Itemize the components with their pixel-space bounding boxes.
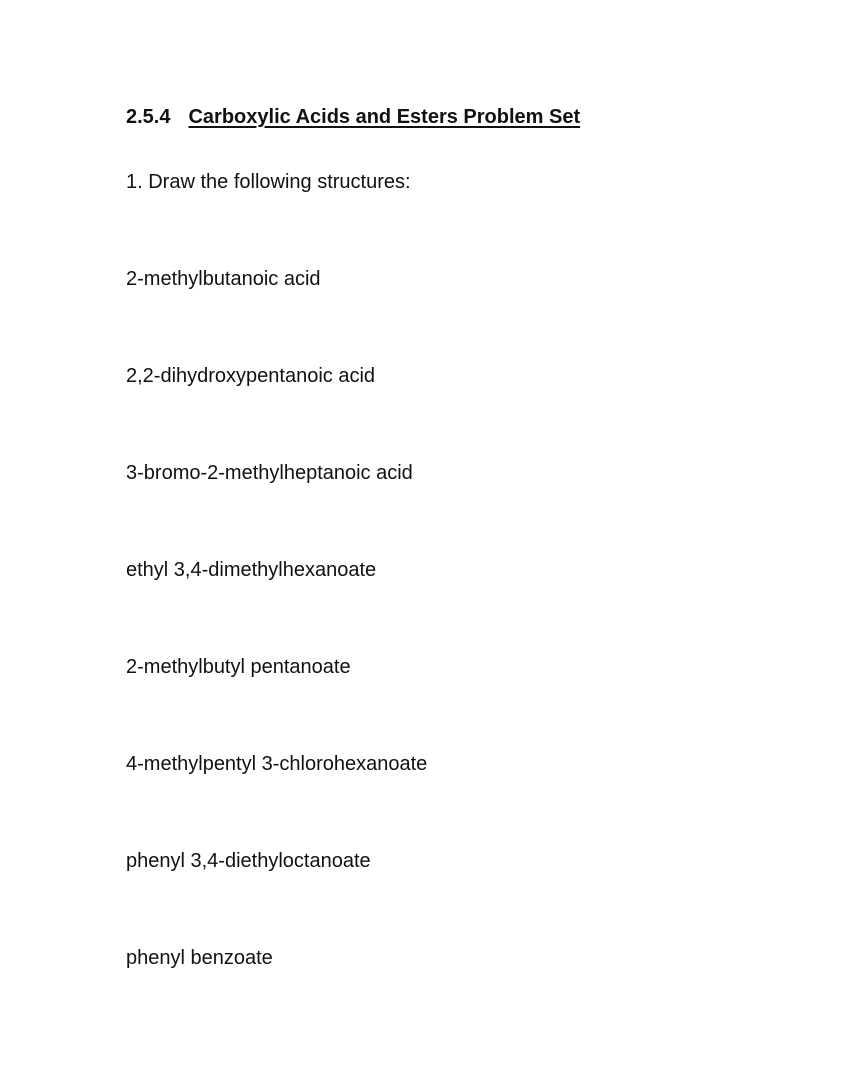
compound-name: 4-methylpentyl 3-chlorohexanoate xyxy=(126,753,428,775)
section-heading xyxy=(126,106,580,129)
compound-name: ethyl 3,4-dimethylhexanoate xyxy=(126,559,377,581)
compound-name: phenyl 3,4-diethyloctanoate xyxy=(126,850,371,872)
compound-name: 2,2-dihydroxypentanoic acid xyxy=(126,365,376,387)
section-title: Carboxylic Acids and Esters Problem Set xyxy=(188,106,581,128)
section-number: 2.5.4 xyxy=(126,106,171,128)
compound-name: 2-methylbutanoic acid xyxy=(126,268,321,290)
question-instruction: 1. Draw the following structures: xyxy=(126,171,411,193)
compound-name: 3-bromo-2-methylheptanoic acid xyxy=(126,462,413,484)
compound-name: phenyl benzoate xyxy=(126,947,273,969)
compound-name: 2-methylbutyl pentanoate xyxy=(126,656,351,678)
